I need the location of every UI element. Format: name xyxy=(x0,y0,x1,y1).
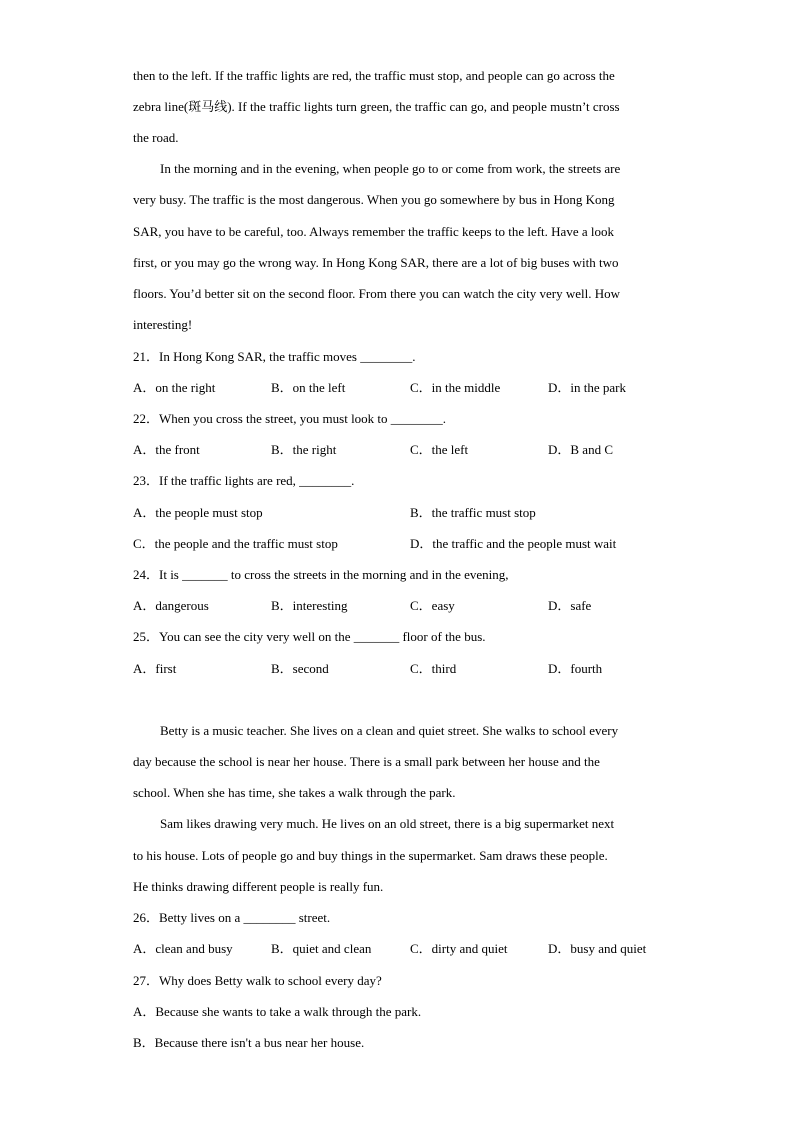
passage-line: zebra line(斑马线). If the traffic lights turn green, the traffic can go, and people mustn’t cross xyxy=(133,99,620,114)
option-d: D．fourth xyxy=(548,661,603,676)
question-stem: 27．Why does Betty walk to school every day? xyxy=(133,973,382,988)
question-stem: 24．It is _______ to cross the streets in the morning and in the evening, xyxy=(133,567,509,582)
option-b: B．the traffic must stop xyxy=(410,505,536,520)
question-stem: 22．When you cross the street, you must look to ________. xyxy=(133,411,447,426)
option-d: D．safe xyxy=(548,598,592,613)
option-d: D．the traffic and the people must wait xyxy=(410,536,617,551)
passage-line: Betty is a music teacher. She lives on a clean and quiet street. She walks to school every xyxy=(160,723,619,738)
option-d: D．B and C xyxy=(548,442,614,457)
question-stem: 23．If the traffic lights are red, ________. xyxy=(133,473,355,488)
passage-line: then to the left. If the traffic lights are red, the traffic must stop, and people can go across the xyxy=(133,68,615,83)
passage-line: first, or you may go the wrong way. In Hong Kong SAR, there are a lot of big buses with two xyxy=(133,255,619,270)
option-c: C．dirty and quiet xyxy=(410,941,508,956)
passage-line: SAR, you have to be careful, too. Always remember the traffic keeps to the left. Have a look xyxy=(133,224,614,239)
option-a: A．first xyxy=(133,661,177,676)
passage-line: school. When she has time, she takes a walk through the park. xyxy=(133,785,456,800)
option-a: A．the people must stop xyxy=(133,505,263,520)
option-b: B．the right xyxy=(271,442,337,457)
passage-line: to his house. Lots of people go and buy things in the supermarket. Sam draws these people. xyxy=(133,848,608,863)
passage-line: Sam likes drawing very much. He lives on an old street, there is a big supermarket next xyxy=(160,816,615,831)
passage-line: In the morning and in the evening, when people go to or come from work, the streets are xyxy=(160,161,621,176)
option-b: B．interesting xyxy=(271,598,348,613)
option-a: A．the front xyxy=(133,442,200,457)
option-b: B．on the left xyxy=(271,380,346,395)
option-b: B．second xyxy=(271,661,329,676)
passage-line: the road. xyxy=(133,130,179,145)
passage-line: interesting! xyxy=(133,317,193,332)
passage-line: very busy. The traffic is the most dangerous. When you go somewhere by bus in Hong Kong xyxy=(133,192,615,207)
passage-line: He thinks drawing different people is really fun. xyxy=(133,879,384,894)
option-a: A．clean and busy xyxy=(133,941,233,956)
option-a: A．dangerous xyxy=(133,598,209,613)
option-d: D．in the park xyxy=(548,380,626,395)
option-d: D．busy and quiet xyxy=(548,941,647,956)
option-a: A．on the right xyxy=(133,380,216,395)
option-c: C．the people and the traffic must stop xyxy=(133,536,338,551)
option-c: C．the left xyxy=(410,442,469,457)
option-c: C．easy xyxy=(410,598,455,613)
option-c: C．in the middle xyxy=(410,380,501,395)
passage-line: floors. You’d better sit on the second floor. From there you can watch the city very well. How xyxy=(133,286,621,301)
question-stem: 25．You can see the city very well on the _______ floor of the bus. xyxy=(133,629,486,644)
question-stem: 21．In Hong Kong SAR, the traffic moves ________. xyxy=(133,349,416,364)
option-a: A．Because she wants to take a walk through the park. xyxy=(133,1004,422,1019)
option-b: B．Because there isn't a bus near her house. xyxy=(133,1035,365,1050)
passage-line: day because the school is near her house. There is a small park between her house and the xyxy=(133,754,600,769)
question-stem: 26．Betty lives on a ________ street. xyxy=(133,910,331,925)
option-c: C．third xyxy=(410,661,457,676)
option-b: B．quiet and clean xyxy=(271,941,372,956)
